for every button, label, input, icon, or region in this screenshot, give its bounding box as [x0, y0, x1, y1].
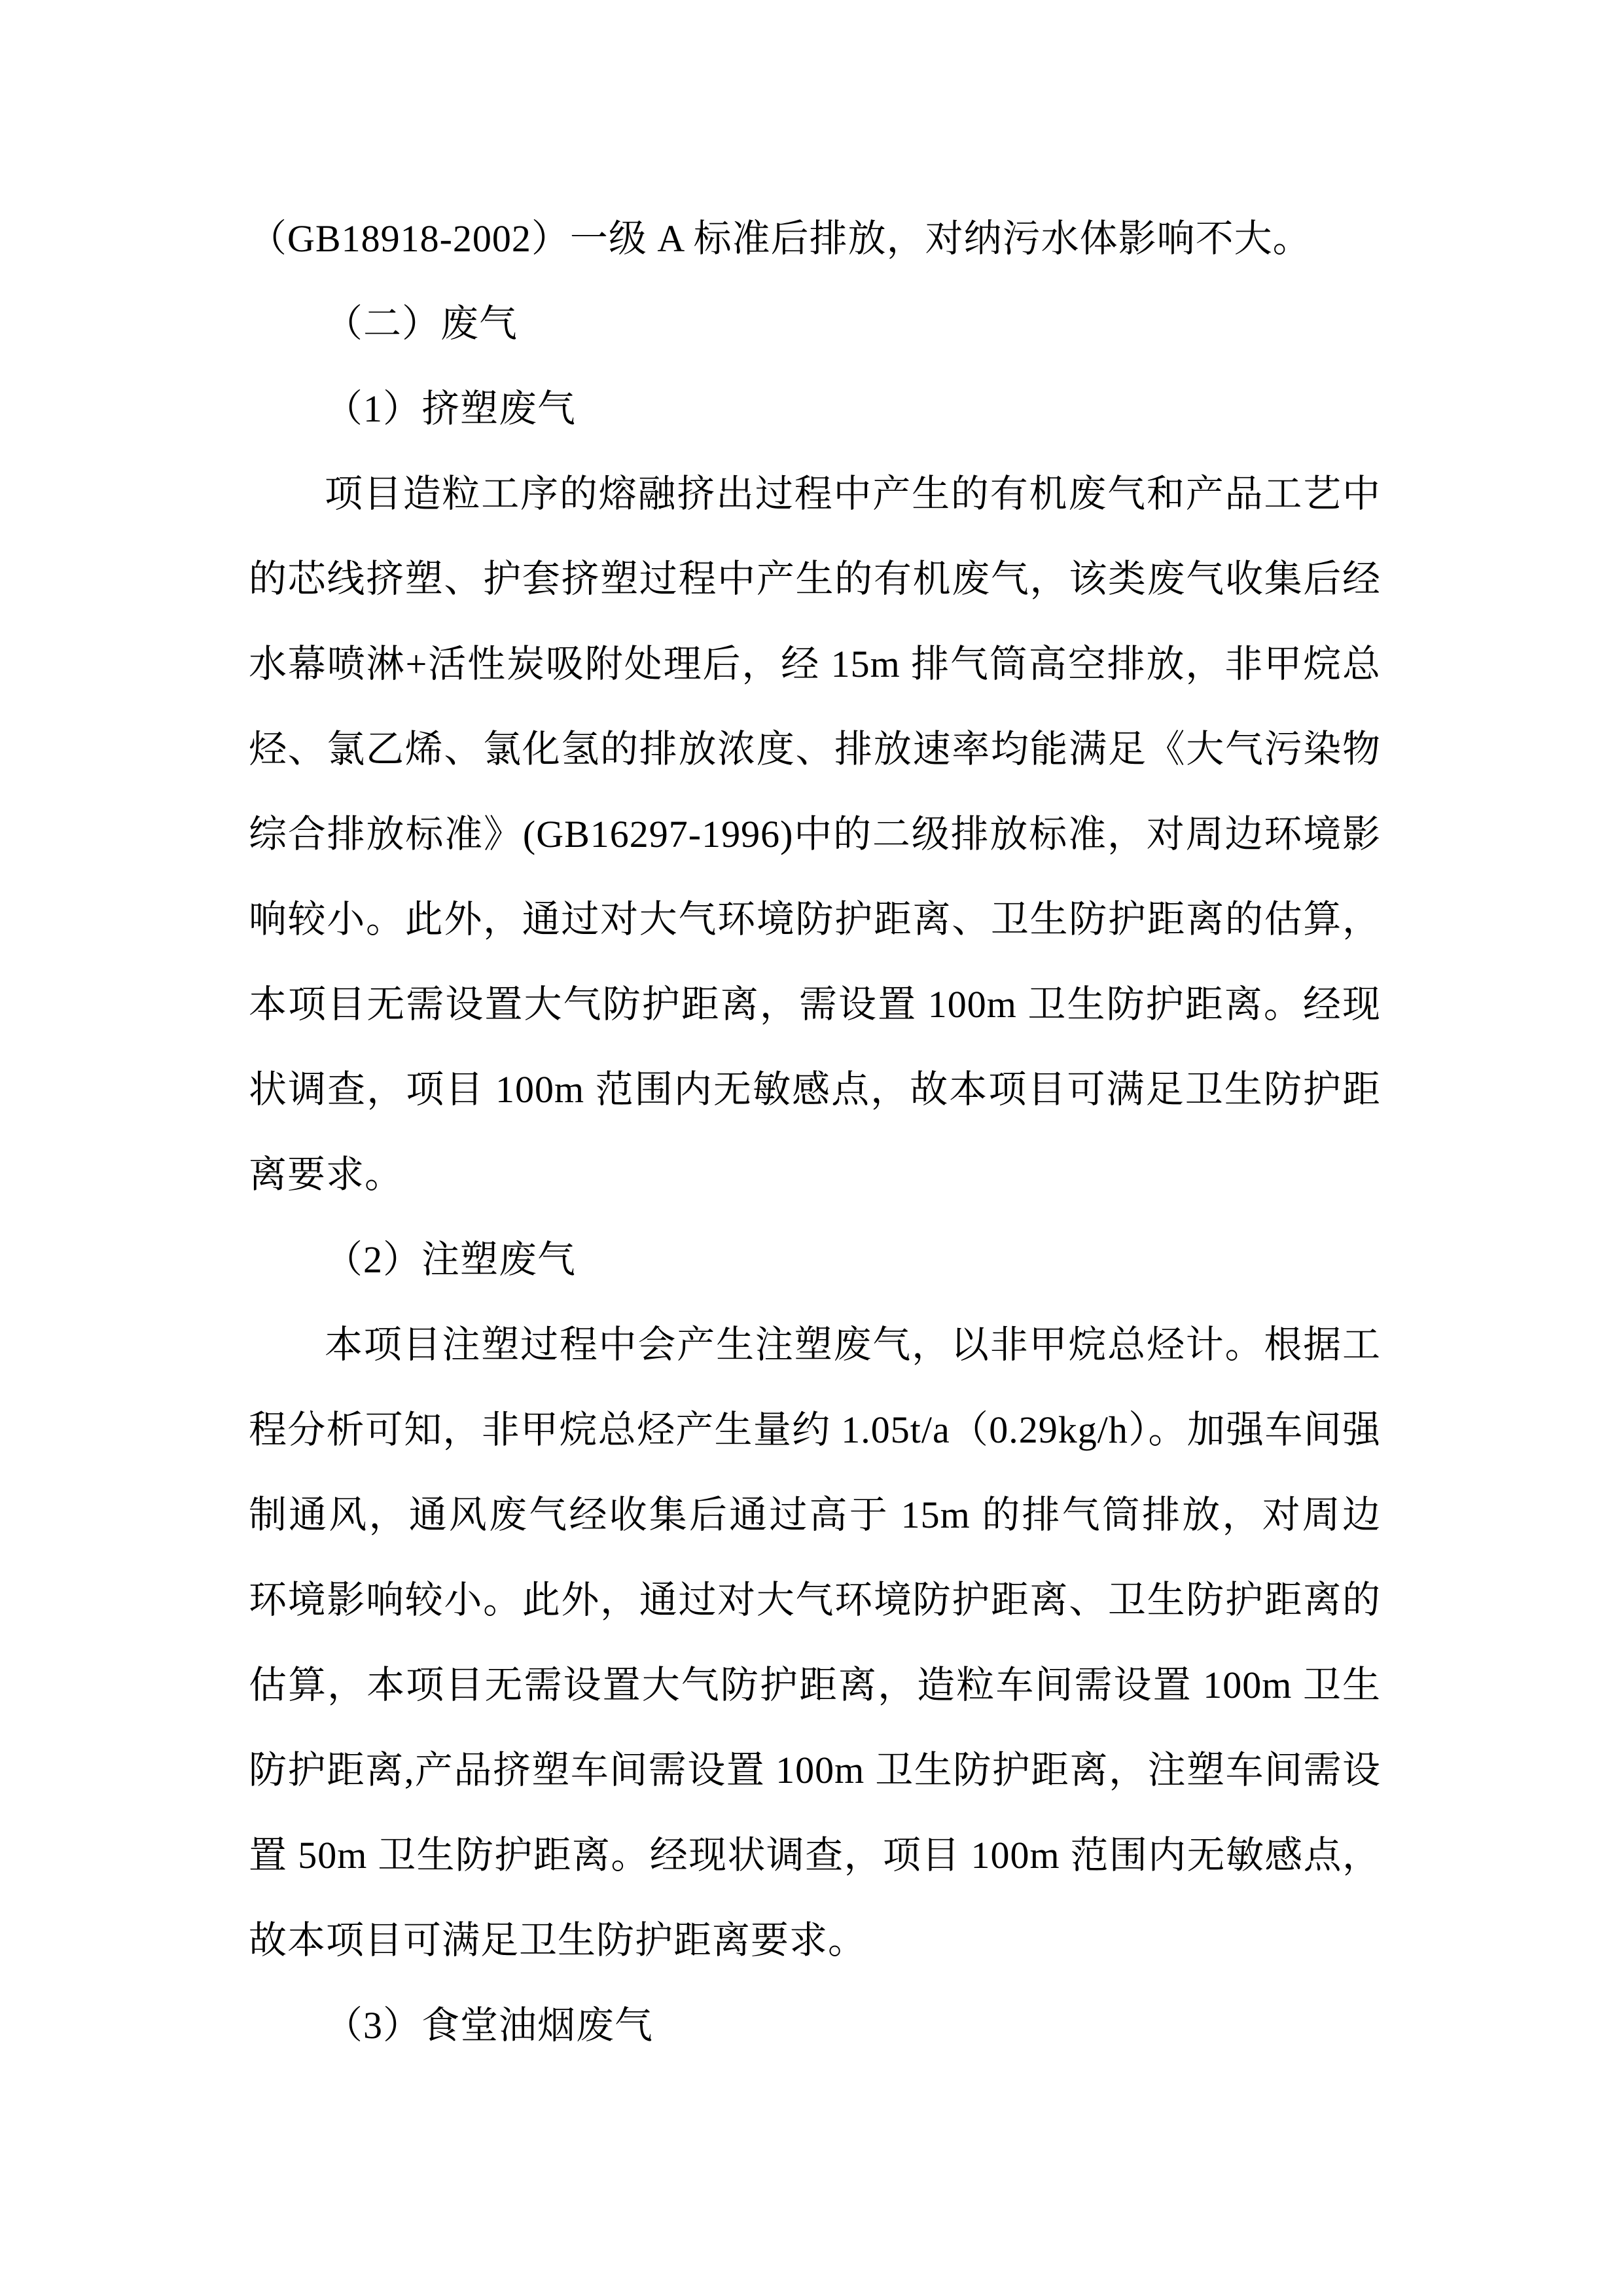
heading-extrusion-waste-gas: （1）挤塑废气 — [325, 387, 577, 430]
paragraph-gb18918-continuation: （GB18918-2002）一级 A 标准后排放，对纳污水体影响不大。 — [249, 217, 1311, 260]
page-content — [249, 196, 1381, 2068]
heading-section-waste-gas: （二）废气 — [325, 302, 518, 345]
heading-injection-waste-gas: （2）注塑废气 — [325, 1238, 577, 1281]
paragraph-injection-waste-gas-body: 本项目注塑过程中会产生注塑废气，以非甲烷总烃计。根据工程分析可知，非甲烷总烃产生量约 1.05t/a（0.29kg/h）。加强车间强制通风，通风废气经收集后通过高于 15m 的排气筒排放，对周边环境影响较小。此外，通过对大气环境防护距离、卫生防护距离的估算，本项目无需设置大气防护距离，造粒车间需设置 100m 卫生防护距离,产品挤塑车间需设置 100m 卫生防护距离，注塑车间需设置 50m 卫生防护距离。经现状调查，项目 100m 范围内无敏感点，故本项目可满足卫生防护距离要求。 — [249, 1323, 1381, 1962]
heading-canteen-fume-waste-gas: （3）食堂油烟废气 — [325, 2004, 654, 2047]
paragraph-extrusion-waste-gas-body: 项目造粒工序的熔融挤出过程中产生的有机废气和产品工艺中的芯线挤塑、护套挤塑过程中产生的有机废气，该类废气收集后经水幕喷淋+活性炭吸附处理后，经 15m 排气筒高空排放，非甲烷总烃、氯乙烯、氯化氢的排放浓度、排放速率均能满足《大气污染物综合排放标准》(GB16297-1996)中的二级排放标准，对周边环境影响较小。此外，通过对大气环境防护距离、卫生防护距离的估算，本项目无需设置大气防护距离，需设置 100m 卫生防护距离。经现状调查，项目 100m 范围内无敏感点，故本项目可满足卫生防护距离要求。 — [249, 473, 1381, 1196]
